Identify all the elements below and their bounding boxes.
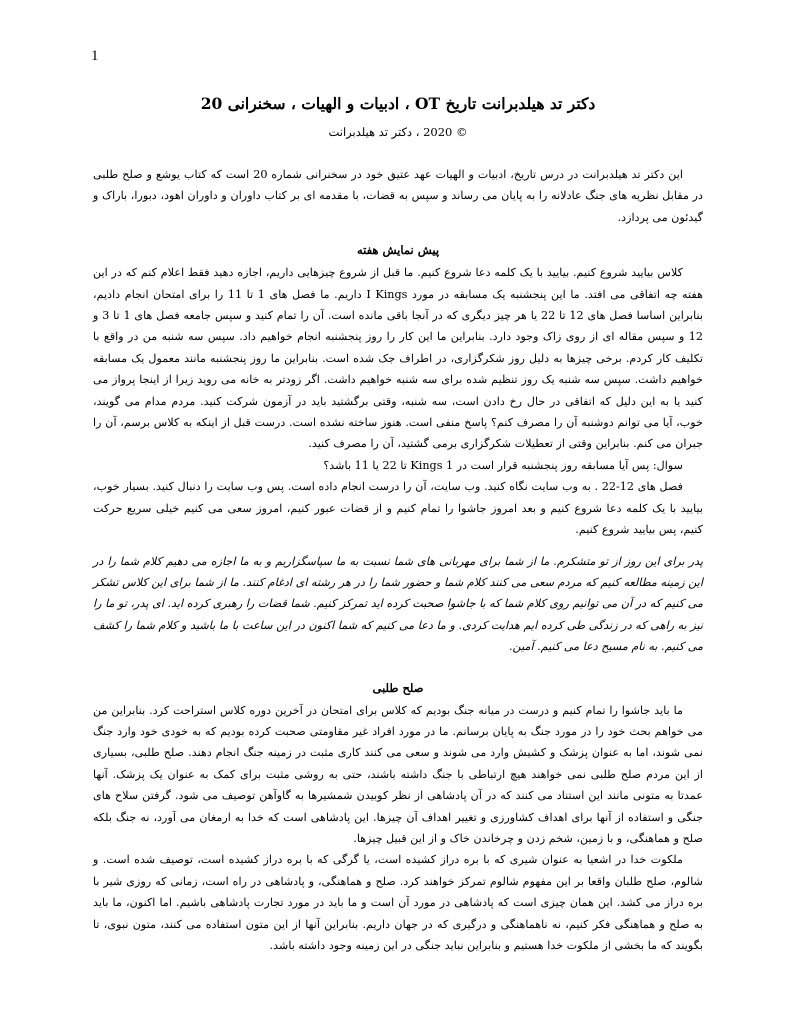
paragraph-announcements: کلاس بیایید شروع کنیم. بیایید با یک کلمه دعا شروع کنیم. ما قبل از شروع چیزهایی داریم، اجازه دهید فقط اعلام کنم که در این هفته چه اتفاقی می افتد. ما این پنجشنبه یک مسابقه در مورد I Kings داریم. ما فصل های 1 تا 11 را برای امتحان انجام دادیم، بنابراین اساسا فصل های 12 تا 22 یا هر چیز دیگری که در آنجا باقی مانده است. آن را تمام کنید و سپس جامعه فصل های 1 تا 3 و 12 و سپس مقاله ای از روی زاک وجود دارد. بنابراین ما این کار را روز پنجشنبه انجام خواهیم داد. سپس سه شنبه من در واقع با تکلیف کار کردم. برخی چیزها به دلیل روز شکرگزاری، در اطراف جک شده است. بنابراین ما روز پنجشنبه مانند معمول یک مسابقه خواهیم داشت. سپس سه شنبه یک روز تنظیم شده برای سه شنبه خواهیم داشت. اگر زودتر به خانه می روید زیرا از اینجا پرواز می کنید یا به این دلیل که اتفاقی در حال رخ دادن است، سه شنبه، وقتی برگشتید باید در آزمون شرکت کنید. مردم مدام می گویند، خوب، آیا می توانم دوشنبه آن را مصرف کنم؟ پاسخ منفی است. هنوز ساخته نشده است. درست قبل از اینکه به کلاس برسم، آن را جبران می کنم. بنابراین وقتی از تعطیلات شکرگزاری برمی گشتید، آن را مصرف کنید. xyxy=(93,266,703,451)
paragraph-answer: فصل های 12-22 . به وب سایت نگاه کنید. وب سایت، آن را درست انجام داده است. پس وب سایت را دنبال کنید. بسیار خوب، بیایید با یک کلمه دعا شروع کنیم و بعد امروز جاشوا را تمام کنیم و از قضات عبور کنیم، امروز سعی می کنیم خیلی سریع حرکت کنیم، پس بیایید شروع کنیم. xyxy=(93,480,703,537)
intro-paragraph: این دکتر تد هیلدبرانت در درس تاریخ، ادبیات و الهیات عهد عتیق خود در سخنرانی شماره 20 است که کتاب یوشع و صلح طلبی در مقابل نظریه های جنگ عادلانه را به پایان می رساند و سپس به قضات، با مقدمه ای بر کتاب داوران و داوران اهود، دبورا، باراک و گیدئون می پردازد. xyxy=(93,168,703,224)
document-body xyxy=(93,94,703,956)
section-heading-week-preview: پیش نمایش هفته xyxy=(356,243,440,258)
copyright-line: © 2020 ، دکتر تد هیلدبرانت xyxy=(328,125,468,139)
paragraph-pacifism-1: ما باید جاشوا را تمام کنیم و درست در میانه جنگ بودیم که کلاس برای امتحان در آخرین دوره کلاس استراحت کرد. بنابراین من می خواهم بحث خود را در مورد جنگ به پایان برسانم. ما در مورد افراد غیر مقاومتی صحبت کرده بودیم که به خودی خود وارد جنگ نمی شوند، اما به عنوان پزشک و کشیش وارد می شوند و سعی می کنند کاری مثبت در زمینه جنگ انجام دهند. صلح طلبی، بسیاری از این مردم صلح طلبی نمی خواهند هیچ ارتباطی با جنگ داشته باشند، حتی به روشی مثبت برای کمک به عنوان یک پزشک. آنها عمدتا به متونی مانند این استناد می کنند که در آن پادشاهی از نظر کوبیدن شمشیرها به گاوآهن توصیف می شود. گرفتن سلاح های جنگی و استفاده از آنها برای اهداف کشاورزی و تغییر اهداف آن چیزها. این پادشاهی است که خدا به ارمغان می آورد، نه جنگ بلکه صلح و هماهنگی، و با زمین، شخم زدن و چرخاندن خاک و از این قبیل چیزها. xyxy=(93,703,703,845)
paragraph-question: سوال: پس آیا مسابقه روز پنجشنبه قرار است در 1 Kings تا 22 یا 11 باشد؟ xyxy=(323,458,683,472)
prayer-paragraph: پدر برای این روز از تو متشکرم. ما از شما برای مهربانی های شما نسبت به ما سپاسگزاریم و به ما اجازه می دهیم کلام شما را در این زمینه مطالعه کنیم که مردم سعی می کنند کلام شما و حضور شما را در هر رشته ای ادغام کنند. ما از شما برای این کلاس تشکر می کنیم که در آن می توانیم روی کلام شما که با جاشوا صحبت کرده اید تمرکز کنیم. شما قضات را رهبری کرده اید. ای پدر، تو ما را نیز به راهی که در زندگی طی کرده ایم هدایت کردی. و ما دعا می کنیم که شما اکنون در این ساعت با ما باشید و کلام شما را کشف می کنیم. به نام مسیح دعا می کنیم. آمین. xyxy=(93,554,703,654)
document-title: دکتر تد هیلدبرانت تاریخ OT ، ادبیات و الهیات ، سخنرانی 20 xyxy=(200,94,596,113)
section-heading-pacifism: صلح طلبی xyxy=(372,680,424,695)
page-number: 1 xyxy=(91,48,99,64)
paragraph-pacifism-2: ملکوت خدا در اشعیا به عنوان شیری که با بره دراز کشیده است، یا گرگی که با بره دراز کشیده است، توصیف شده است. و شالوم، صلح طلبان واقعا بر این مفهوم شالوم تمرکز خواهند کرد. صلح و هماهنگی، و پادشاهی در راه است، زمانی که روزی شیر با بره دراز می کشد. این همان چیزی است که پادشاهی در مورد آن است و ما باید در مورد تجارت پادشاهی باشیم. اما اکنون، ما باید به صلح و هماهنگی فکر کنیم، نه ناهماهنگی و درگیری که در جهان داریم. بنابراین آنها از این متون استفاده می کنند، متون نبوی، تا بگویند که ما بخشی از ملکوت خدا هستیم و بنابراین نباید جنگی در این زمینه وجود داشته باشد. xyxy=(93,853,703,952)
